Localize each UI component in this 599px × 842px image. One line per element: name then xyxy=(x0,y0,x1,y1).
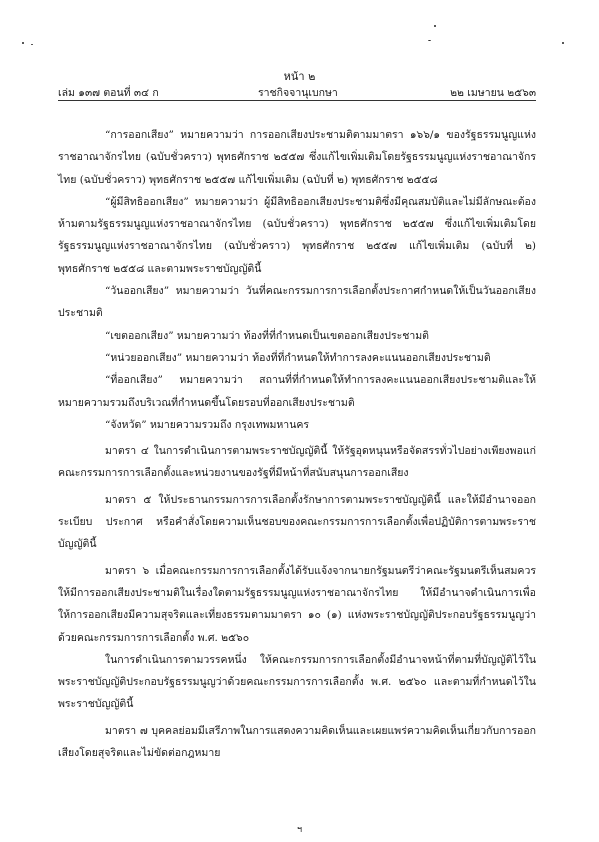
page-number: หน้า ๒ xyxy=(283,70,316,83)
volume-issue: เล่ม ๑๓๗ ตอนที่ ๓๔ ก xyxy=(58,87,159,99)
scan-speck xyxy=(31,44,33,45)
section-paragraph: ในการดำเนินการตามวรรคหนึ่ง ให้คณะกรรมการการเลือกตั้งมีอำนาจหน้าที่ตามที่บัญญัติไว้ในพระราชบัญญัติประกอบรัฐธรรมนูญว่าด้วยคณะกรรมการการเลือกตั้ง พ.ศ. ๒๕๖๐ และตามที่กำหนดไว้ในพระราชบัญญัตินี้ xyxy=(58,653,536,711)
scan-speck xyxy=(562,42,564,44)
section-paragraph: มาตรา ๗ บุคคลย่อมมีเสรีภาพในการแสดงความคิดเห็นและเผยแพร่ความคิดเห็นเกี่ยวกับการออกเสียงโดยสุจริตและไม่ขัดต่อกฎหมาย xyxy=(58,724,536,760)
scan-speck xyxy=(428,40,431,41)
publication-name: ราชกิจจานุเบกษา xyxy=(258,87,338,99)
definition-paragraph: “หน่วยออกเสียง” หมายความว่า ท้องที่ที่กำหนดให้ทำการลงคะแนนออกเสียงประชามติ xyxy=(105,351,491,364)
gazette-header xyxy=(58,84,536,100)
definition-paragraph: “จังหวัด” หมายความรวมถึง กรุงเทพมหานคร xyxy=(105,418,310,431)
definition-paragraph: “การออกเสียง” หมายความว่า การออกเสียงประชามติตามมาตรา ๑๖๖/๑ ของรัฐธรรมนูญแห่งราชอาณาจักรไทย (ฉบับชั่วคราว) พุทธศักราช ๒๕๕๗ ซึ่งแก้ไขเพิ่มเติมโดยรัฐธรรมนูญแห่งราชอาณาจักรไทย (ฉบับชั่วคราว) พุทธศักราช ๒๕๕๗ แก้ไขเพิ่มเติม (ฉบับที่ ๒) พุทธศักราช ๒๕๕๘ xyxy=(58,129,536,186)
scan-speck xyxy=(22,42,24,44)
definition-paragraph: “เขตออกเสียง” หมายความว่า ท้องที่ที่กำหนดเป็นเขตออกเสียงประชามติ xyxy=(105,329,430,342)
body-text xyxy=(58,124,536,764)
definition-paragraph: “ที่ออกเสียง” หมายความว่า สถานที่ที่กำหนดให้ทำการลงคะแนนออกเสียงประชามติและให้หมายความรวมถึงบริเวณที่กำหนดขึ้นโดยรอบที่ออกเสียงประชามติ xyxy=(58,374,536,409)
definition-paragraph: “วันออกเสียง” หมายความว่า วันที่คณะกรรมการการเลือกตั้งประกาศกำหนดให้เป็นวันออกเสียงประชามติ xyxy=(58,285,536,320)
footer-mark: ฯ xyxy=(296,825,303,835)
publication-date: ๒๒ เมษายน ๒๕๖๓ xyxy=(450,87,536,99)
scan-speck xyxy=(434,25,436,27)
section-paragraph: มาตรา ๕ ให้ประธานกรรมการการเลือกตั้งรักษาการตามพระราชบัญญัตินี้ และให้มีอำนาจออกระเบียบ ประกาศ หรือคำสั่งโดยความเห็นชอบของคณะกรรมการการเลือกตั้งเพื่อปฏิบัติการตามพระราชบัญญัตินี้ xyxy=(58,493,536,551)
definition-paragraph: “ผู้มีสิทธิออกเสียง” หมายความว่า ผู้มีสิทธิออกเสียงประชามติซึ่งมีคุณสมบัติและไม่มีลักษณะต้องห้ามตามรัฐธรรมนูญแห่งราชอาณาจักรไทย (ฉบับชั่วคราว) พุทธศักราช ๒๕๕๗ ซึ่งแก้ไขเพิ่มเติมโดยรัฐธรรมนูญแห่งราชอาณาจักรไทย (ฉบับชั่วคราว) พุทธศักราช ๒๕๕๗ แก้ไขเพิ่มเติม (ฉบับที่ ๒) พุทธศักราช ๒๕๕๘ และตามพระราชบัญญัตินี้ xyxy=(58,195,536,275)
section-paragraph: มาตรา ๔ ในการดำเนินการตามพระราชบัญญัตินี้ ให้รัฐอุดหนุนหรือจัดสรรทั่วไปอย่างเพียงพอแก่คณะกรรมการการเลือกตั้งและหน่วยงานของรัฐที่มีหน้าที่สนับสนุนการออกเสียง xyxy=(58,445,536,480)
header-rule xyxy=(58,100,536,101)
section-paragraph: มาตรา ๖ เมื่อคณะกรรมการการเลือกตั้งได้รับแจ้งจากนายกรัฐมนตรีว่าคณะรัฐมนตรีเห็นสมควรให้มีการออกเสียงประชามติในเรื่องใดตามรัฐธรรมนูญแห่งราชอาณาจักรไทย ให้มีอำนาจดำเนินการเพื่อให้การออกเสียงมีความสุจริตและเที่ยงธรรมตามมาตรา ๑๐ (๑) แห่งพระราชบัญญัติประกอบรัฐธรรมนูญว่าด้วยคณะกรรมการการเลือกตั้ง พ.ศ. ๒๕๖๐ xyxy=(58,564,536,644)
